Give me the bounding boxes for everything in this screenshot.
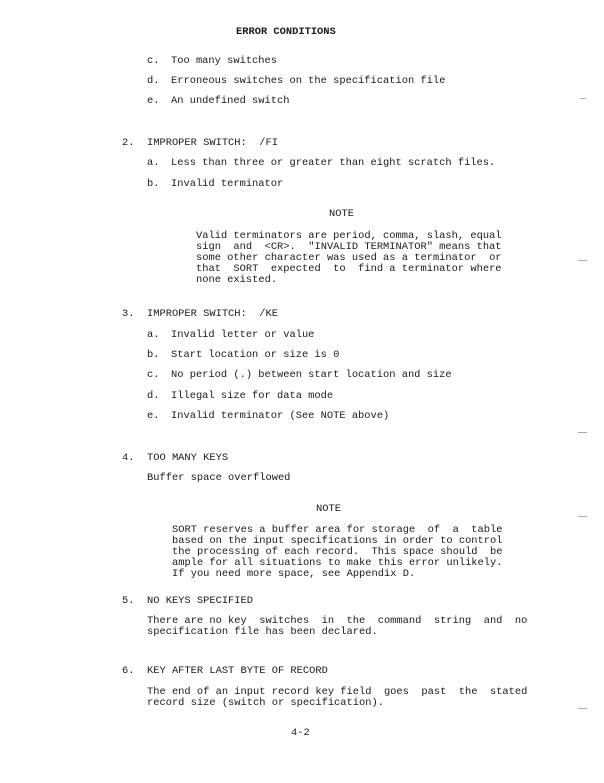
section-heading: NO KEYS SPECIFIED — [147, 595, 254, 607]
note-line: SORT reserves a buffer area for storage of a table — [172, 524, 503, 536]
list-item: Less than three or greater than eight scratch files. — [171, 157, 496, 169]
list-letter: a. — [147, 329, 160, 341]
list-item: Invalid terminator — [171, 178, 284, 190]
note-line: If you need more space, see Appendix D. — [172, 568, 416, 580]
note-line: sign and <CR>. "INVALID TERMINATOR" means that — [196, 241, 502, 253]
list-item: No period (.) between start location and size — [171, 369, 452, 381]
list-letter: a. — [147, 157, 160, 169]
body-line: specification file has been declared. — [147, 626, 378, 638]
list-item: Erroneous switches on the specification file — [171, 75, 446, 87]
section-heading: IMPROPER SWITCH: /KE — [147, 308, 278, 320]
list-item: Invalid terminator (See NOTE above) — [171, 410, 390, 422]
page-title: ERROR CONDITIONS — [236, 26, 336, 38]
section-number: 5. — [122, 595, 135, 607]
scan-mark — [578, 260, 587, 261]
note-line: none existed. — [196, 274, 278, 286]
section-heading: IMPROPER SWITCH: /FI — [147, 137, 278, 149]
list-letter: b. — [147, 178, 160, 190]
list-letter: c. — [147, 369, 160, 381]
list-letter: b. — [147, 349, 160, 361]
list-letter: d. — [147, 390, 160, 402]
body-text: Buffer space overflowed — [147, 472, 291, 484]
list-item: Invalid letter or value — [171, 329, 315, 341]
scan-mark — [578, 516, 587, 517]
note-label: NOTE — [316, 503, 341, 515]
list-item: Too many switches — [171, 55, 278, 67]
note-line: Valid terminators are period, comma, slash, equal — [196, 230, 502, 242]
list-letter: d. — [147, 75, 160, 87]
scan-mark — [578, 432, 587, 433]
section-number: 6. — [122, 665, 135, 677]
list-letter: c. — [147, 55, 160, 67]
body-line: The end of an input record key field goes past the stated — [147, 686, 528, 698]
note-label: NOTE — [329, 208, 354, 220]
section-number: 2. — [122, 137, 135, 149]
body-line: There are no key switches in the command string and no — [147, 615, 528, 627]
list-item: An undefined switch — [171, 95, 290, 107]
list-item: Start location or size is 0 — [171, 349, 340, 361]
scan-mark — [578, 708, 587, 709]
section-heading: KEY AFTER LAST BYTE OF RECORD — [147, 665, 328, 677]
note-line: the processing of each record. This space should be — [172, 546, 503, 558]
scan-mark — [580, 98, 586, 99]
page-number: 4-2 — [291, 727, 310, 739]
list-letter: e. — [147, 410, 160, 422]
note-line: based on the input specifications in order to control — [172, 535, 503, 547]
section-number: 4. — [122, 452, 135, 464]
section-number: 3. — [122, 308, 135, 320]
list-letter: e. — [147, 95, 160, 107]
list-item: Illegal size for data mode — [171, 390, 334, 402]
note-line: that SORT expected to find a terminator where — [196, 263, 502, 275]
body-line: record size (switch or specification). — [147, 697, 384, 709]
note-line: ample for all situations to make this error unlikely. — [172, 557, 503, 569]
note-line: some other character was used as a terminator or — [196, 252, 502, 264]
section-heading: TOO MANY KEYS — [147, 452, 229, 464]
